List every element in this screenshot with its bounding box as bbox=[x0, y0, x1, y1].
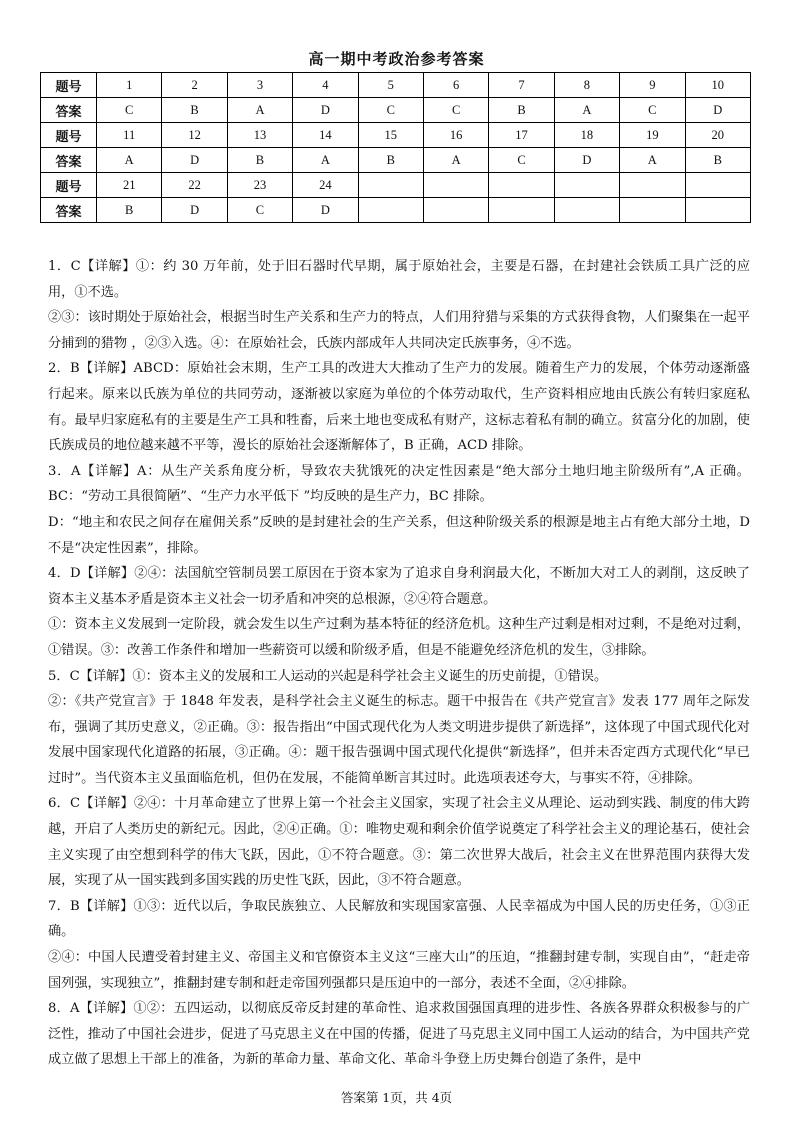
answer-cell: A bbox=[554, 98, 619, 123]
answer-cell: C bbox=[423, 98, 488, 123]
answer-cell: A bbox=[423, 148, 488, 173]
answer-cell: D bbox=[293, 98, 358, 123]
answer-cell: C bbox=[97, 98, 162, 123]
explanation-paragraph: ①：资本主义发展到一定阶段，就会发生以生产过剩为基本特征的经济危机。这种生产过剩是相对过剩，不是绝对过剩，①错误。③：改善工作条件和增加一些薪资可以缓和阶级矛盾，但是不能避免经济危机的发生，③排除。 bbox=[48, 617, 750, 658]
answer-cell: C bbox=[358, 98, 423, 123]
question-number-cell: 6 bbox=[423, 73, 488, 98]
question-number-cell bbox=[620, 173, 685, 198]
answer-cell: B bbox=[97, 198, 162, 223]
explanation-paragraph: D：“地主和农民之间存在雇佣关系”反映的是封建社会的生产关系，但这种阶级关系的根源是地主占有绝大部分土地，D 不是“决定性因素”，排除。 bbox=[48, 514, 750, 556]
question-number-cell bbox=[489, 173, 554, 198]
answer-cell: D bbox=[293, 198, 358, 223]
question-number-cell: 2 bbox=[162, 73, 227, 98]
answer-row bbox=[41, 198, 751, 223]
question-number-cell: 11 bbox=[97, 123, 162, 148]
question-number-cell: 9 bbox=[620, 73, 685, 98]
answer-cell: C bbox=[489, 148, 554, 173]
answer-cell bbox=[358, 198, 423, 223]
question-number-cell: 10 bbox=[685, 73, 750, 98]
page-footer: 答案第 1页，共 4页 bbox=[340, 1090, 453, 1105]
question-number-cell: 12 bbox=[162, 123, 227, 148]
question-number-cell: 13 bbox=[227, 123, 292, 148]
answer-cell: B bbox=[489, 98, 554, 123]
question-number-cell bbox=[423, 173, 488, 198]
explanation-paragraph: 6．C【详解】②④：十月革命建立了世界上第一个社会主义国家，实现了社会主义从理论、运动到实践、制度的伟大跨越，开启了人类历史的新纪元。因此，②④正确。①：唯物史观和剩余价值学说奠定了科学社会主义的理论基石，使社会主义实现了由空想到科学的伟大飞跃，因此，①不符合题意。③：第二次世界大战后，社会主义在世界范围内获得大发展，实现了从一国实践到多国实践的历史性飞跃，因此，③不符合题意。 bbox=[48, 796, 750, 889]
question-number-cell: 18 bbox=[554, 123, 619, 148]
question-number-cell: 19 bbox=[620, 123, 685, 148]
row-label: 答案 bbox=[41, 198, 97, 223]
answer-cell: A bbox=[227, 98, 292, 123]
row-label: 题号 bbox=[41, 173, 97, 198]
explanation-paragraph: ②③：该时期处于原始社会，根据当时生产关系和生产力的特点，人们用狩猎与采集的方式获得食物，人们聚集在一起平分捕到的猎物 ，②③入选。④：在原始社会，氏族内部成年人共同决定氏族事务，④不选。 bbox=[48, 310, 750, 351]
answer-cell: D bbox=[685, 98, 750, 123]
question-number-cell: 21 bbox=[97, 173, 162, 198]
question-number-row bbox=[41, 173, 751, 198]
answer-cell bbox=[489, 198, 554, 223]
answer-cell bbox=[423, 198, 488, 223]
question-number-row bbox=[41, 73, 751, 98]
question-number-cell: 16 bbox=[423, 123, 488, 148]
question-number-cell bbox=[358, 173, 423, 198]
question-number-cell: 4 bbox=[293, 73, 358, 98]
explanation-paragraph: 8．A【详解】①②：五四运动，以彻底反帝反封建的革命性、追求救国强国真理的进步性、各族各界群众积极参与的广泛性，推动了中国社会进步，促进了马克思主义在中国的传播，促进了马克思主义同中国工人运动的结合，为中国共产党成立做了思想上干部上的准备，为新的革命力量、革命文化、革命斗争登上历史舞台创造了条件，是中 bbox=[48, 1001, 750, 1068]
explanation-paragraph: 1．C【详解】①：约 30 万年前，处于旧石器时代早期，属于原始社会，主要是石器，在封建社会铁质工具广泛的应用，①不选。 bbox=[48, 259, 750, 300]
answer-cell: B bbox=[227, 148, 292, 173]
explanation-paragraph: 5．C【详解】①：资本主义的发展和工人运动的兴起是科学社会主义诞生的历史前提，①错误。 bbox=[48, 668, 608, 684]
question-number-cell bbox=[554, 173, 619, 198]
question-number-cell: 20 bbox=[685, 123, 750, 148]
answer-cell: A bbox=[620, 148, 685, 173]
answer-cell: D bbox=[162, 198, 227, 223]
answer-table bbox=[40, 72, 751, 223]
answer-cell: C bbox=[227, 198, 292, 223]
question-number-cell: 5 bbox=[358, 73, 423, 98]
question-number-cell: 8 bbox=[554, 73, 619, 98]
row-label: 题号 bbox=[41, 123, 97, 148]
page-title: 高一期中考政治参考答案 bbox=[308, 50, 485, 68]
answer-cell bbox=[685, 198, 750, 223]
answer-cell bbox=[620, 198, 685, 223]
row-label: 答案 bbox=[41, 98, 97, 123]
answer-cell bbox=[554, 198, 619, 223]
question-number-cell: 24 bbox=[293, 173, 358, 198]
answer-cell: B bbox=[685, 148, 750, 173]
answer-row bbox=[41, 98, 751, 123]
answer-cell: B bbox=[162, 98, 227, 123]
answer-cell: A bbox=[97, 148, 162, 173]
question-number-cell: 22 bbox=[162, 173, 227, 198]
explanation-paragraph: 4．D【详解】②④：法国航空管制员罢工原因在于资本家为了追求自身利润最大化，不断加大对工人的剥削，这反映了资本主义基本矛盾是资本主义社会一切矛盾和冲突的总根源，②④符合题意。 bbox=[48, 566, 750, 607]
answer-cell: D bbox=[162, 148, 227, 173]
question-number-cell bbox=[685, 173, 750, 198]
explanation-paragraph: 3．A【详解】A：从生产关系角度分析，导致农夫犹饿死的决定性因素是“绝大部分土地归地主阶级所有”,A 正确。BC：“劳动工具很简陋”、“生产力水平低下 ”均反映的是生产力，BC 排除。 bbox=[48, 463, 750, 505]
row-label: 题号 bbox=[41, 73, 97, 98]
explanation-paragraph: 2．B【详解】ABCD：原始社会末期，生产工具的改进大大推动了生产力的发展。随着生产力的发展，个体劳动逐渐盛行起来。原来以氏族为单位的共同劳动，逐渐被以家庭为单位的个体劳动取代，生产资料相应地由氏族公有转归家庭私有。最早归家庭私有的主要是生产工具和牲畜，后来土地也变成私有财产，这标志着私有制的确立。贫富分化的加剧，使氏族成员的地位越来越不平等，漫长的原始社会逐渐解体了，B 正确，ACD 排除。 bbox=[48, 361, 750, 454]
question-number-cell: 7 bbox=[489, 73, 554, 98]
question-number-row bbox=[41, 123, 751, 148]
explanation-paragraph: ②④：中国人民遭受着封建主义、帝国主义和官僚资本主义这“三座大山”的压迫，“推翻封建专制，实现自由”，“赶走帝国列强，实现独立”，推翻封建专制和赶走帝国列强都只是压迫中的一部分，表述不全面，②④排除。 bbox=[48, 950, 750, 991]
answer-row bbox=[41, 148, 751, 173]
question-number-cell: 23 bbox=[227, 173, 292, 198]
question-number-cell: 14 bbox=[293, 123, 358, 148]
row-label: 答案 bbox=[41, 148, 97, 173]
question-number-cell: 15 bbox=[358, 123, 423, 148]
answer-cell: D bbox=[554, 148, 619, 173]
explanation-paragraph: ②：《共产党宣言》于 1848 年发表，是科学社会主义诞生的标志。题干中报告在《共产党宣言》发表 177 周年之际发布，强调了其历史意义，②正确。③：报告指出“中国式现代化为人类文明进步提供了新选择”，这体现了中国式现代化对发展中国家现代化道路的拓展，③正确。④：题干报告强调中国式现代化提供“新选择”，但并未否定西方式现代化“早已过时”。当代资本主义虽面临危机，但仍在发展，不能简单断言其过时。此选项表述夸大，与事实不符，④排除。 bbox=[48, 694, 750, 786]
question-number-cell: 17 bbox=[489, 123, 554, 148]
answer-cell: C bbox=[620, 98, 685, 123]
answer-cell: A bbox=[293, 148, 358, 173]
answer-cell: B bbox=[358, 148, 423, 173]
explanations bbox=[48, 254, 750, 1073]
question-number-cell: 1 bbox=[97, 73, 162, 98]
question-number-cell: 3 bbox=[227, 73, 292, 98]
explanation-paragraph: 7．B【详解】①③：近代以后，争取民族独立、人民解放和实现国家富强、人民幸福成为中国人民的历史任务，①③正确。 bbox=[48, 898, 750, 940]
